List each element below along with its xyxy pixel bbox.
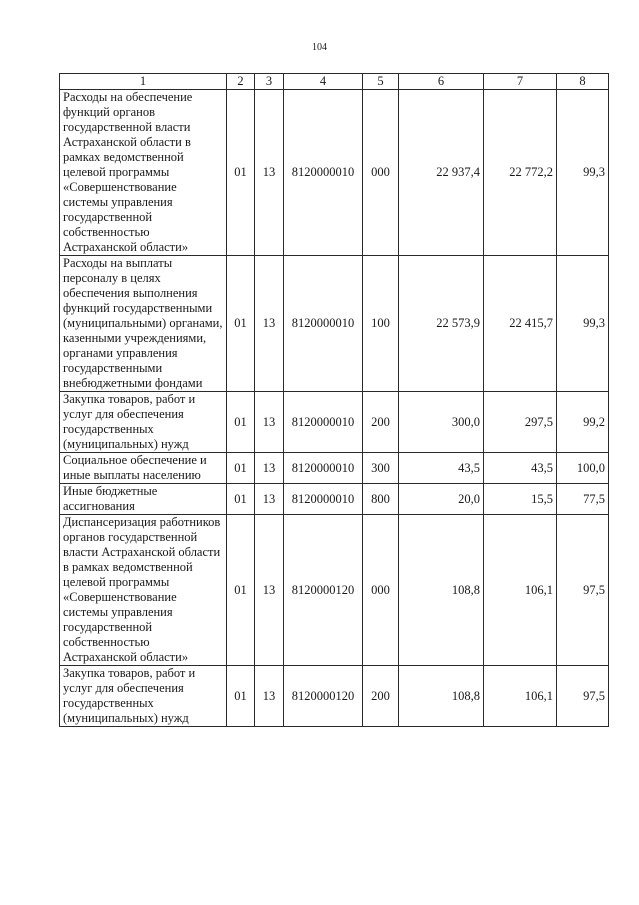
- column-6-value-cell: 43,5: [399, 453, 484, 484]
- expense-type-cell: 200: [363, 666, 399, 727]
- column-7-value-cell: 106,1: [484, 515, 557, 666]
- expense-type-cell: 800: [363, 484, 399, 515]
- expense-name-cell: Расходы на обеспечение функций органов государственной власти Астраханской области в рамках ведомственной целевой программы «Совершенствование системы управления государственной собственностью Астраханской области»: [60, 90, 227, 256]
- table-row: [60, 484, 609, 515]
- column-header: 2: [227, 74, 255, 90]
- table-row: [60, 256, 609, 392]
- expense-type-cell: 300: [363, 453, 399, 484]
- column-8-value-cell: 99,2: [557, 392, 609, 453]
- table-header-row: [60, 74, 609, 90]
- column-8-value-cell: 99,3: [557, 90, 609, 256]
- budget-table: [59, 73, 609, 727]
- expense-name-cell: Диспансеризация работников органов государственной власти Астраханской области в рамках ведомственной целевой программы «Совершенствование системы управления государственной собственностью Астраханской области»: [60, 515, 227, 666]
- expense-name-cell: Закупка товаров, работ и услуг для обеспечения государственных (муниципальных) нужд: [60, 666, 227, 727]
- section-code-cell: 01: [227, 484, 255, 515]
- column-8-value-cell: 97,5: [557, 666, 609, 727]
- section-code-cell: 01: [227, 90, 255, 256]
- subsection-code-cell: 13: [255, 666, 284, 727]
- column-8-value-cell: 77,5: [557, 484, 609, 515]
- column-header: 3: [255, 74, 284, 90]
- expense-type-cell: 100: [363, 256, 399, 392]
- section-code-cell: 01: [227, 515, 255, 666]
- column-header: 1: [60, 74, 227, 90]
- section-code-cell: 01: [227, 256, 255, 392]
- subsection-code-cell: 13: [255, 392, 284, 453]
- column-7-value-cell: 297,5: [484, 392, 557, 453]
- expense-name-cell: Социальное обеспечение и иные выплаты населению: [60, 453, 227, 484]
- column-7-value-cell: 43,5: [484, 453, 557, 484]
- target-article-cell: 8120000010: [284, 484, 363, 515]
- column-header: 6: [399, 74, 484, 90]
- target-article-cell: 8120000010: [284, 90, 363, 256]
- section-code-cell: 01: [227, 453, 255, 484]
- column-header: 5: [363, 74, 399, 90]
- column-6-value-cell: 22 573,9: [399, 256, 484, 392]
- column-6-value-cell: 20,0: [399, 484, 484, 515]
- expense-name-cell: Иные бюджетные ассигнования: [60, 484, 227, 515]
- column-8-value-cell: 100,0: [557, 453, 609, 484]
- column-7-value-cell: 22 772,2: [484, 90, 557, 256]
- column-6-value-cell: 300,0: [399, 392, 484, 453]
- table-row: [60, 453, 609, 484]
- column-header: 8: [557, 74, 609, 90]
- column-8-value-cell: 97,5: [557, 515, 609, 666]
- column-7-value-cell: 22 415,7: [484, 256, 557, 392]
- column-6-value-cell: 22 937,4: [399, 90, 484, 256]
- column-7-value-cell: 106,1: [484, 666, 557, 727]
- table-row: [60, 666, 609, 727]
- target-article-cell: 8120000010: [284, 453, 363, 484]
- subsection-code-cell: 13: [255, 515, 284, 666]
- target-article-cell: 8120000010: [284, 392, 363, 453]
- target-article-cell: 8120000120: [284, 515, 363, 666]
- target-article-cell: 8120000010: [284, 256, 363, 392]
- table-row: [60, 90, 609, 256]
- section-code-cell: 01: [227, 392, 255, 453]
- column-6-value-cell: 108,8: [399, 515, 484, 666]
- column-6-value-cell: 108,8: [399, 666, 484, 727]
- expense-name-cell: Расходы на выплаты персоналу в целях обеспечения выполнения функций государственными (муниципальными) органами, казенными учреждениями, органами управления государственными внебюджетными фондами: [60, 256, 227, 392]
- target-article-cell: 8120000120: [284, 666, 363, 727]
- subsection-code-cell: 13: [255, 484, 284, 515]
- subsection-code-cell: 13: [255, 453, 284, 484]
- table-row: [60, 392, 609, 453]
- subsection-code-cell: 13: [255, 90, 284, 256]
- column-header: 7: [484, 74, 557, 90]
- column-8-value-cell: 99,3: [557, 256, 609, 392]
- column-header: 4: [284, 74, 363, 90]
- expense-name-cell: Закупка товаров, работ и услуг для обеспечения государственных (муниципальных) нужд: [60, 392, 227, 453]
- table-row: [60, 515, 609, 666]
- expense-type-cell: 000: [363, 515, 399, 666]
- expense-type-cell: 000: [363, 90, 399, 256]
- section-code-cell: 01: [227, 666, 255, 727]
- expense-type-cell: 200: [363, 392, 399, 453]
- subsection-code-cell: 13: [255, 256, 284, 392]
- column-7-value-cell: 15,5: [484, 484, 557, 515]
- page-number: 104: [312, 42, 327, 53]
